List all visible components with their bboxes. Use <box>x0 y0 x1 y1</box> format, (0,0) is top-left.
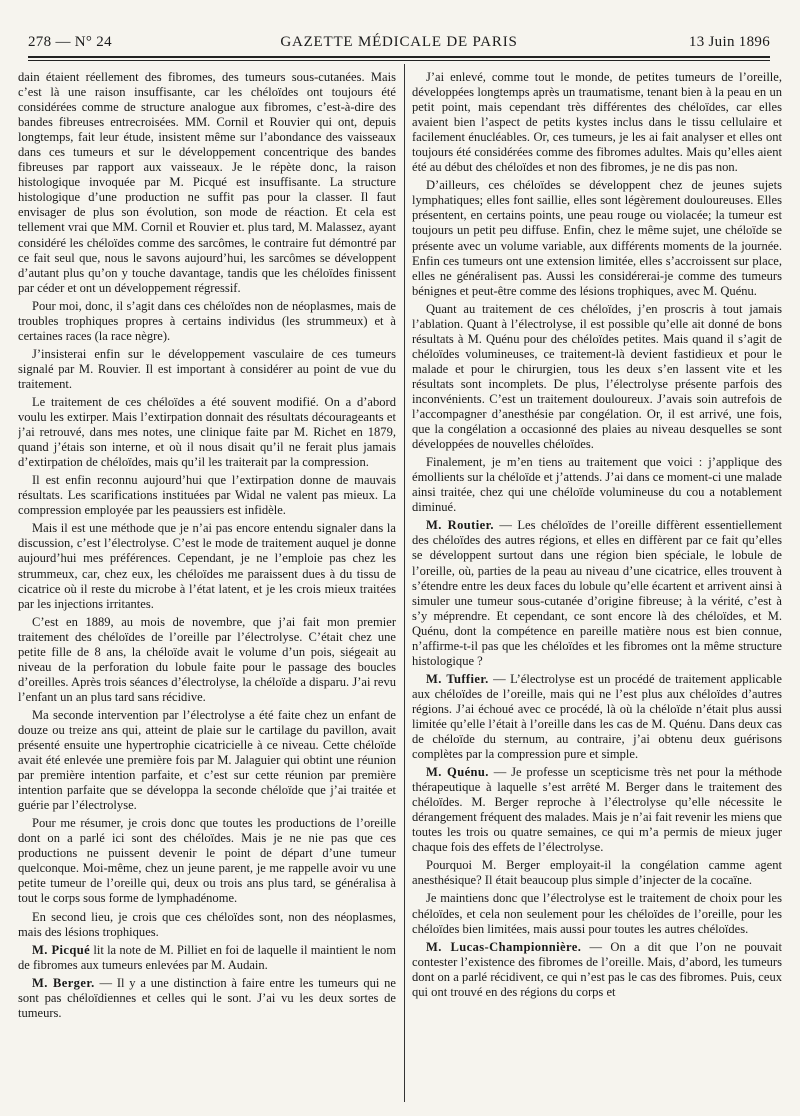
paragraph-text: — Il y a une distinction à faire entre les tumeurs qui ne sont pas chéloïdiennes et celles qui le sont. J’ai vu les deux sortes de tumeurs. <box>18 975 396 1020</box>
speaker-name: M. Lucas-Championnière. <box>426 939 582 954</box>
issue-date: 13 Juin 1896 <box>688 34 770 50</box>
paragraph-text: Ma seconde intervention par l’électrolyse a été faite chez un enfant de douze ou treize ans qui, atteint de plaie sur le cartilage du pavillon, avait présenté ensuite une hypertrophie cicatricielle à ce niveau. Cette chéloïde avait été enlevée une première fois par M. Jalaguier qui obtint une réunion par première intention parfaite, et c’est sur cette réunion par première intention parfaite que se développa la seconde chéloïde que j’ai traitée et guérie par l’électrolyse. <box>18 707 396 813</box>
paragraph-text: — On a dit que l’on ne pouvait contester l’existence des fibromes de l’oreille. Mais, d’abord, les tumeurs dont on a parlé récidivent, ce qui n’est pas le cas des fibromes. Puis, ceux qui ont trouvé en des régions du corps et <box>412 939 782 999</box>
paragraph-text: C’est en 1889, au mois de novembre, que j’ai fait mon premier traitement des chéloïdes de l’oreille par l’électrolyse. C’était chez une petite fille de 8 ans, la chéloïde avait le volume d’un pois, siégeait au niveau de la perforation du lobule faite pour le passage des boucles d’oreilles. Après trois séances d’électrolyse, la chéloïde a disparu. J’ai revu l’enfant un an plus tard sans récidive. <box>18 614 396 704</box>
header-rule <box>28 56 770 58</box>
paragraph <box>412 302 782 452</box>
speaker-name: M. Routier. <box>426 518 494 533</box>
left-column <box>18 70 396 1110</box>
speaker-name: M. Quénu. <box>426 765 489 780</box>
column-separator <box>404 64 405 1102</box>
paragraph <box>412 70 782 175</box>
paragraph-text: Il est enfin reconnu aujourd’hui que l’extirpation donne de mauvais résultats. Les scarifications instituées par Widal ne valent pas mieux. La compression employée par les peaussiers est infidèle. <box>18 473 396 518</box>
paragraph <box>18 473 396 518</box>
paragraph-text: Finalement, je m’en tiens au traitement que voici : j’applique des émollients sur la chéloïde et j’attends. J’ai dans ce moment-ci une malade ainsi traitée, chez qui une chéloïde volumineuse du cou a notablement diminué. <box>412 455 782 515</box>
paragraph-text: Pour me résumer, je crois donc que toutes les productions de l’oreille dont on a parlé ici sont des chéloïdes. Mais je ne nie pas que ces productions ne puissent devenir le point de départ d’une tumeur quelconque. Moi-même, chez un jeune parent, je me rappelle avoir vu une petite tumeur de l’oreille qui, deux ou trois ans plus tard, se généralisa à tout le corps sous forme de lymphadénome. <box>18 816 396 906</box>
paragraph <box>18 299 396 344</box>
paragraph-text: J’ai enlevé, comme tout le monde, de petites tumeurs de l’oreille, développées longtemps après un traumatisme, tenant bien à la peau en un petit point, mais cependant très différentes des chéloïdes, car elles avaient bien l’aspect de petits kystes inclus dans le tissu cellulaire et facilement énucléables. Or, ces tumeurs, je les ai fait analyser et elles ont toujours été considérées comme des fibromes adultes. Mais qu’elles aient été au début des chéloïdes et non des fibromes, je ne dis pas non. <box>412 70 782 175</box>
paragraph <box>412 891 782 936</box>
right-column <box>412 70 782 1110</box>
paragraph <box>412 455 782 515</box>
paragraph-text: Pour moi, donc, il s’agit dans ces chéloïdes non de néoplasmes, mais de troubles trophiques propres à certains individus (les strummeux) et à certaines races (la race nègre). <box>18 298 396 343</box>
paragraph <box>412 765 782 855</box>
paragraph <box>412 940 782 1000</box>
speaker-name: M. Picqué <box>32 942 91 957</box>
speaker-name: M. Tuffier. <box>426 671 489 686</box>
speaker-name: M. Berger. <box>32 975 95 990</box>
paragraph-text: En second lieu, je crois que ces chéloïdes sont, non des néoplasmes, mais des lésions trophiques. <box>18 909 396 939</box>
journal-title: GAZETTE MÉDICALE DE PARIS <box>280 34 518 50</box>
page-header <box>28 26 770 56</box>
paragraph <box>18 347 396 392</box>
paragraph <box>18 708 396 813</box>
paragraph <box>18 521 396 611</box>
paragraph-text: D’ailleurs, ces chéloïdes se développent chez de jeunes sujets lymphatiques; elles font saillie, elles sont légèrement douloureuses. Elles présentent, en certains points, une peau rouge ou violacée; la tumeur est toujours un petit peu diffuse. Enfin, chez le même sujet, une chéloïde se présente avec un volume variable, aux différents moments de la journée. Enfin ces tumeurs ont une extension limitée, elles s’accroissent sur place, elles ne généralisent pas. Aussi les considérerai-je comme des tumeurs bénignes et peut-être comme des lésions trophiques, avec M. Quénu. <box>412 178 782 298</box>
paragraph <box>18 910 396 940</box>
paragraph <box>18 816 396 906</box>
paragraph-text: Mais il est une méthode que je n’ai pas encore entendu signaler dans la discussion, c’est l’électrolyse. C’est le mode de traitement auquel je donne aujourd’hui mes préférences. Cependant, je ne l’emploie pas chez les strummeux, car, chez eux, les chéloïdes me paraissent dues à du tissu de cicatrice où il reste du microbe à l’état latent, et je les crois mieux traitées par les injections irritantes. <box>18 521 396 611</box>
paragraph <box>412 672 782 762</box>
paragraph-text: — Je professe un scepticisme très net pour la méthode thérapeutique à laquelle s’est arrêté M. Berger dans le traitement des chéloïdes. M. Berger reproche à l’électrolyse qu’elle nécessite le dérangement fréquent des malades. Mais je n’ai fait revenir les miens que toutes les trois ou quatre semaines, ce qui m’a permis de mieux juger chaque fois des effets de l’électrolyse. <box>412 765 782 855</box>
page-number: 278 — N° 24 <box>28 34 112 50</box>
paragraph-text: Pourquoi M. Berger employait-il la congélation camme agent anesthésique? Il était beaucoup plus simple d’injecter de la cocaïne. <box>412 858 782 888</box>
paragraph-text: Je maintiens donc que l’électrolyse est le traitement de choix pour les chéloïdes, et cela non seulement pour les chéloïdes de l’oreille, pour les chéloïdes bien limitées, mais aussi pour toutes les autres chéloïdes. <box>412 891 782 936</box>
paragraph <box>18 615 396 705</box>
paragraph <box>18 70 396 296</box>
paragraph <box>18 943 396 973</box>
paragraph-text: J’insisterai enfin sur le développement vasculaire de ces tumeurs signalé par M. Rouvier. Il est important à considérer au point de vue du traitement. <box>18 346 396 391</box>
paragraph <box>18 395 396 470</box>
paragraph <box>412 858 782 888</box>
paragraph-text: — Les chéloïdes de l’oreille diffèrent essentiellement des chéloïdes des autres régions, et elles en diffèrent par ce fait qu’elles se développent surtout dans une région bien spéciale, le lobule de l’oreille, où, parties de la peau au niveau d’une cicatrice, elles trouvent à s’étendre entre les deux faces du lobule qu’elle écartent et arrivent ainsi à simuler une tumeur sous-cutanée d’origine fibreuse; à la vérité, c’est à s’y méprendre. Et cependant, ce sont encore là des chéloïdes, et M. Quénu, dont la compétence en pareille matière nous est bien connue, n’affirme-t-il pas que les chéloïdes et les fibromes ont la même structure histologique ? <box>412 518 782 668</box>
header-rule-thin <box>28 60 770 61</box>
paragraph-text: — L’électrolyse est un procédé de traitement applicable aux chéloïdes de l’oreille, mais qui ne l’est plus aux chéloïdes d’autres régions. J’ai échoué avec ce procédé, là où la chéloïde n’était plus aussi limitée qu’elle l’était à l’oreille dans les cas de M. Quénu. Dans deux cas de chéloïde du sternum, au contraire, j’ai obtenu deux guérisons complètes par la compression pure et simple. <box>412 671 782 762</box>
paragraph <box>412 178 782 298</box>
paragraph-text: Le traitement de ces chéloïdes a été souvent modifié. On a d’abord voulu les extirper. Mais l’extirpation donnait des résultats décourageants et j’ai retrouvé, dans mes notes, une clinique faite par M. Richet en 1879, quand j’étais son interne, et où il nous disait qu’il ne ferait plus jamais d’extirpation de chéloïdes, mais qu’il les traiterait par la compression. <box>18 394 396 470</box>
paragraph-text: dain étaient réellement des fibromes, des tumeurs sous-cutanées. Mais c’est là une raison insuffisante, car les chéloïdes ont toujours été considérées comme de structure analogue aux fibromes, c’est-à-dire des bandes fibreuses entrecroisées. MM. Cornil et Rouvier qui ont, depuis longtemps, fait leur étude, insistent même sur l’abondance des vaisseaux dans ces tumeurs et sur le développement concentrique des bandes fibreuses par rapport aux vaisseaux. Je le répète donc, la raison histologique invoquée par M. Picqué est insuffisante. La structure histologique d’une production ne suffit pas pour la classer. Il faut envisager de plus son évolution, son mode de réaction. Et cela est tellement vrai que MM. Cornil et Rouvier et. plus tard, M. Malassez, ayant considéré les chéloïdes comme des sarcômes, le contraire fut démontré par ce fait seul que, nous le savons aujourd’hui, les sarcômes se développent d’autant plus qu’on y touche davantage, tandis que les chéloïdes finissent par céder et ont un développement régressif. <box>18 70 396 295</box>
paragraph-text: Quant au traitement de ces chéloïdes, j’en proscris à tout jamais l’ablation. Quant à l’électrolyse, il est possible qu’elle ait donné de bons résultats à M. Quénu pour des chéloïdes petites. Mais quand il s’agit de chéloïdes volumineuses, ce traitement-là devient fastidieux et pour le malade et pour le chirurgien, tous les deux s’en lassent vite et les résultats sont incomplets. De plus, l’électrolyse présente parfois des inconvénients. C’est un traitement douloureux. J’avais soin autrefois de l’accompagner d’anesthésie par congélation. Or, il est arrivé, une fois, que la congélation a occasionné des plaies au niveau desquelles se sont développées de nouvelles chéloïdes. <box>412 301 782 452</box>
paragraph <box>412 518 782 668</box>
paragraph-text: lit la note de M. Pilliet en foi de laquelle il maintient le nom de fibromes aux tumeurs enlevées par M. Audain. <box>18 942 396 972</box>
paragraph <box>18 976 396 1021</box>
